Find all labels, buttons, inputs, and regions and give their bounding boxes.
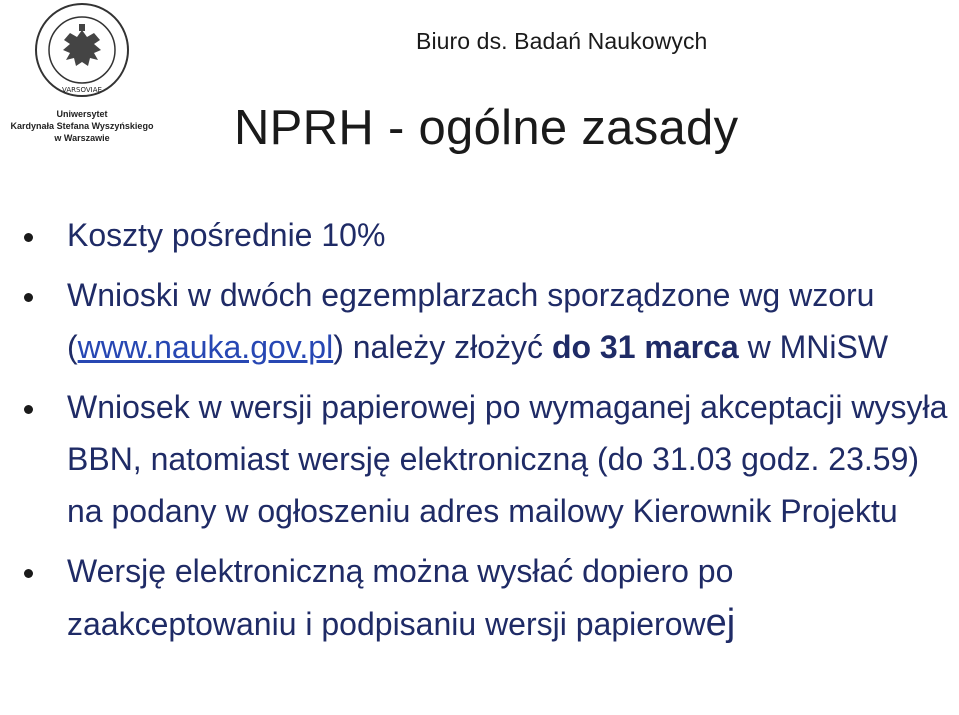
- logo-caption-2: Kardynała Stefana Wyszyńskiego: [10, 121, 154, 131]
- university-logo: [0, 0, 165, 145]
- bullet-icon: [24, 569, 33, 578]
- bullet-text: ) należy złożyć: [333, 329, 552, 365]
- bullet-text: Wersję elektroniczną można wysłać dopiero po zaakceptowaniu i podpisaniu wersji papierow: [67, 553, 734, 642]
- deadline-text: do 31 marca: [551, 329, 739, 365]
- list-item: [24, 381, 949, 537]
- bullet-list: [24, 209, 949, 650]
- bullet-text: w MNiSW: [738, 329, 889, 365]
- bullet-text-tail: ej: [705, 602, 736, 644]
- logo-caption-3: w Warszawie: [54, 133, 110, 143]
- bullet-icon: [24, 233, 33, 242]
- logo-caption-1: Uniwersytet: [56, 109, 108, 119]
- bullet-text: Wniosek w wersji papierowej po wymaganej akceptacji wysyła BBN, natomiast wersję elektroniczną (do 31.03 godz. 23.59) na podany w ogłoszeniu adres mailowy Kierownik Projektu: [67, 389, 948, 529]
- list-item: [24, 545, 949, 650]
- bullet-icon: [24, 293, 33, 302]
- slide-title: NPRH - ogólne zasady: [234, 101, 739, 155]
- bullet-text: Wnioski w dwóch egzemplarzach sporządzone wg wzoru (: [67, 277, 875, 365]
- list-item: [24, 209, 949, 261]
- nauka-gov-link[interactable]: www.nauka.gov.pl: [77, 329, 334, 365]
- bullet-icon: [24, 405, 33, 414]
- list-item: [24, 269, 949, 373]
- unit-name: Biuro ds. Badań Naukowych: [416, 28, 708, 54]
- university-seal-icon: [0, 0, 165, 145]
- bullet-text: Koszty pośrednie 10%: [67, 217, 386, 253]
- svg-text:VARSOVIAE: VARSOVIAE: [62, 86, 102, 94]
